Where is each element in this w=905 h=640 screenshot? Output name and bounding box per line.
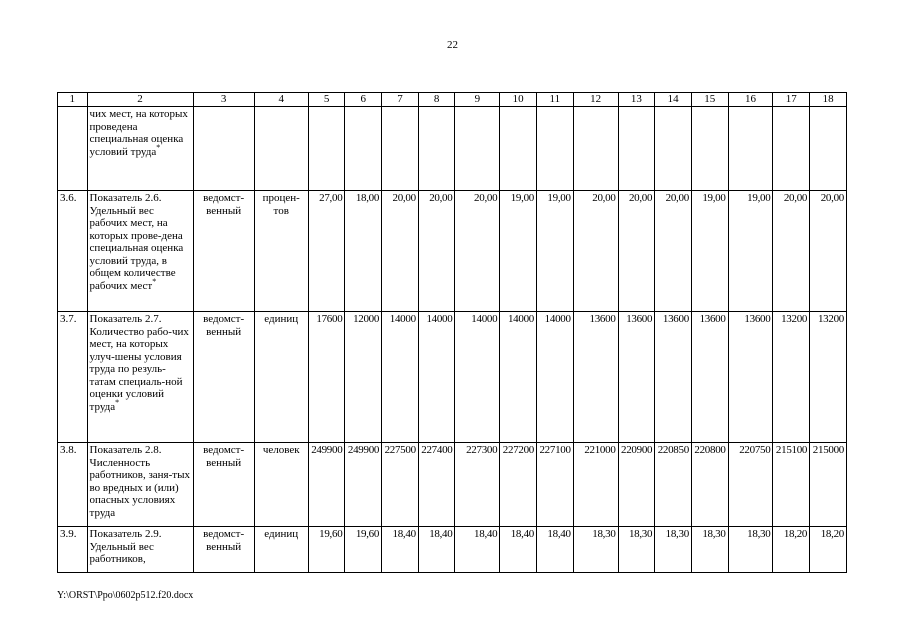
table-row (58, 527, 847, 573)
value-cell: 19,00 (691, 191, 728, 312)
value-cell: 20,00 (382, 191, 419, 312)
header-cell: 17 (773, 93, 810, 107)
value-cell: 227400 (418, 443, 455, 527)
value-cell: 14000 (418, 312, 455, 443)
value-cell: 14000 (455, 312, 500, 443)
value-cell: 14000 (382, 312, 419, 443)
table-row (58, 312, 847, 443)
value-cell: 19,00 (500, 191, 537, 312)
header-cell: 9 (455, 93, 500, 107)
indicator-name: Показатель 2.9. Удельный вес работников, (89, 528, 162, 565)
value-cell (537, 107, 574, 191)
header-cell: 1 (58, 93, 88, 107)
source-cell: ведомст-венный (193, 191, 254, 312)
indicator-name: чих мест, на которых проведена специальная оценка условий труда (89, 108, 188, 158)
indicator-name: Показатель 2.8. Численность работников, заня-тых во вредных и (или) опасных условиях труда (89, 444, 190, 519)
source-cell (193, 107, 254, 191)
header-cell: 13 (618, 93, 655, 107)
header-cell: 3 (193, 93, 254, 107)
indicator-name-cell (87, 107, 193, 191)
value-cell: 19,60 (345, 527, 382, 573)
value-cell: 18,40 (418, 527, 455, 573)
value-cell: 215000 (810, 443, 847, 527)
value-cell (500, 107, 537, 191)
value-cell: 220800 (691, 443, 728, 527)
value-cell (810, 107, 847, 191)
value-cell: 14000 (537, 312, 574, 443)
unit-cell: человек (254, 443, 308, 527)
value-cell: 249900 (308, 443, 345, 527)
value-cell (382, 107, 419, 191)
value-cell: 227200 (500, 443, 537, 527)
value-cell: 227500 (382, 443, 419, 527)
value-cell: 13600 (655, 312, 692, 443)
value-cell: 20,00 (618, 191, 655, 312)
value-cell: 220850 (655, 443, 692, 527)
table-header-row (58, 93, 847, 107)
table-row (58, 107, 847, 191)
row-number-cell: 3.8. (58, 443, 88, 527)
unit-cell (254, 107, 308, 191)
value-cell: 18,30 (728, 527, 773, 573)
value-cell: 14000 (500, 312, 537, 443)
value-cell: 12000 (345, 312, 382, 443)
indicator-name: Показатель 2.7. Количество рабо-чих мест, на которых улуч-шены условия труда по резуль-татам специаль-ной оценки условий труда (89, 313, 189, 413)
value-cell: 13200 (773, 312, 810, 443)
row-number-cell: 3.7. (58, 312, 88, 443)
value-cell: 18,40 (382, 527, 419, 573)
header-cell: 7 (382, 93, 419, 107)
value-cell: 18,40 (500, 527, 537, 573)
value-cell: 20,00 (810, 191, 847, 312)
value-cell: 13600 (691, 312, 728, 443)
header-cell: 6 (345, 93, 382, 107)
value-cell: 13200 (810, 312, 847, 443)
indicator-name: Показатель 2.6. Удельный вес рабочих мест, на которых прове-дена специальная оценка условий труда, в общем количестве рабочих мест (89, 192, 184, 292)
value-cell: 19,00 (728, 191, 773, 312)
value-cell: 18,00 (345, 191, 382, 312)
row-number-cell: 3.9. (58, 527, 88, 573)
file-path-footer: Y:\ORST\Ppo\0602p512.f20.docx (57, 590, 194, 601)
header-cell: 2 (87, 93, 193, 107)
value-cell: 18,40 (455, 527, 500, 573)
unit-cell: единиц (254, 312, 308, 443)
header-cell: 4 (254, 93, 308, 107)
header-cell: 15 (691, 93, 728, 107)
value-cell: 19,60 (308, 527, 345, 573)
value-cell (418, 107, 455, 191)
value-cell: 20,00 (655, 191, 692, 312)
value-cell: 13600 (618, 312, 655, 443)
value-cell: 19,00 (537, 191, 574, 312)
header-cell: 10 (500, 93, 537, 107)
value-cell: 227100 (537, 443, 574, 527)
header-cell: 12 (573, 93, 618, 107)
value-cell: 18,20 (810, 527, 847, 573)
footnote-mark: * (115, 397, 120, 407)
source-cell: ведомст-венный (193, 443, 254, 527)
value-cell: 18,30 (573, 527, 618, 573)
value-cell: 27,00 (308, 191, 345, 312)
value-cell: 20,00 (418, 191, 455, 312)
header-cell: 14 (655, 93, 692, 107)
value-cell: 18,30 (618, 527, 655, 573)
header-cell: 16 (728, 93, 773, 107)
value-cell: 18,30 (691, 527, 728, 573)
page-number: 22 (447, 39, 458, 51)
row-number-cell: 3.6. (58, 191, 88, 312)
value-cell: 221000 (573, 443, 618, 527)
value-cell (691, 107, 728, 191)
header-cell: 11 (537, 93, 574, 107)
header-cell: 8 (418, 93, 455, 107)
value-cell: 20,00 (455, 191, 500, 312)
source-cell: ведомст-венный (193, 527, 254, 573)
header-cell: 18 (810, 93, 847, 107)
indicator-table (57, 92, 847, 573)
indicator-name-cell (87, 527, 193, 573)
indicator-name-cell (87, 443, 193, 527)
table-row (58, 191, 847, 312)
value-cell: 18,30 (655, 527, 692, 573)
unit-cell: единиц (254, 527, 308, 573)
value-cell: 220900 (618, 443, 655, 527)
value-cell (655, 107, 692, 191)
value-cell: 13600 (573, 312, 618, 443)
indicator-name-cell (87, 312, 193, 443)
value-cell (573, 107, 618, 191)
value-cell (308, 107, 345, 191)
header-cell: 5 (308, 93, 345, 107)
value-cell: 20,00 (573, 191, 618, 312)
row-number-cell (58, 107, 88, 191)
unit-cell: процен-тов (254, 191, 308, 312)
value-cell: 220750 (728, 443, 773, 527)
value-cell: 215100 (773, 443, 810, 527)
value-cell (728, 107, 773, 191)
value-cell: 18,20 (773, 527, 810, 573)
value-cell (455, 107, 500, 191)
value-cell: 13600 (728, 312, 773, 443)
value-cell: 18,40 (537, 527, 574, 573)
table-row (58, 443, 847, 527)
value-cell: 249900 (345, 443, 382, 527)
value-cell (773, 107, 810, 191)
source-cell: ведомст-венный (193, 312, 254, 443)
footnote-mark: * (152, 276, 157, 286)
value-cell: 17600 (308, 312, 345, 443)
value-cell (345, 107, 382, 191)
value-cell: 227300 (455, 443, 500, 527)
value-cell: 20,00 (773, 191, 810, 312)
value-cell (618, 107, 655, 191)
indicator-name-cell (87, 191, 193, 312)
footnote-mark: * (156, 142, 161, 152)
